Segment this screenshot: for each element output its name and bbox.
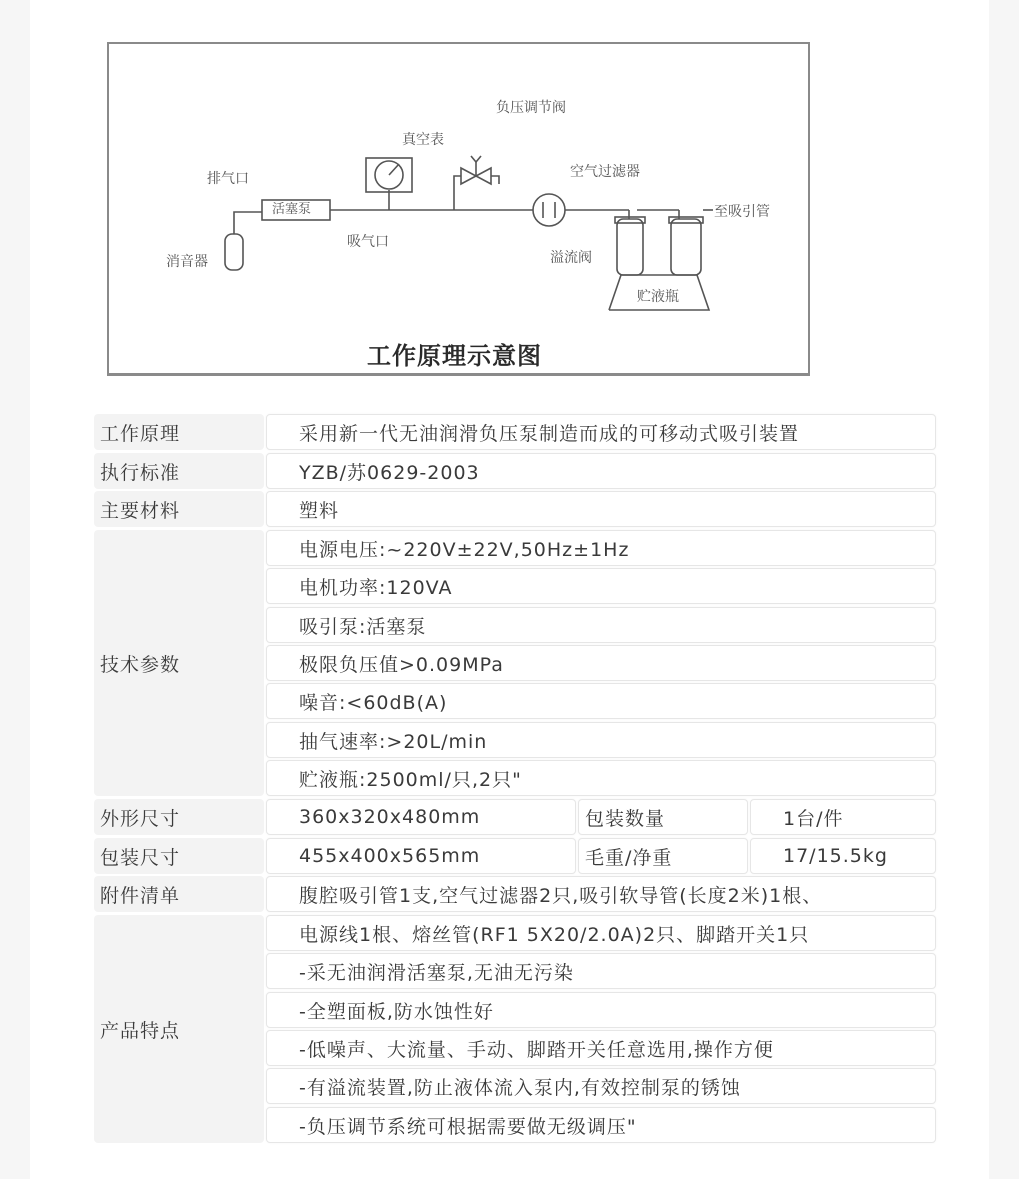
tech-row: 贮液瓶:2500ml/只,2只" [266,760,936,796]
tech-row: 极限负压值>0.09MPa [266,645,936,681]
feature-row: -有溢流装置,防止液体流入泵内,有效控制泵的锈蚀 [266,1068,936,1104]
label-exhaust: 排气口 [207,171,249,187]
muffler-pipe [234,212,262,234]
tech-row: 电源电压:~220V±22V,50Hz±1Hz [266,530,936,566]
valve-shape [461,168,476,184]
tech-row: 噪音:<60dB(A) [266,683,936,719]
feature-row: -负压调节系统可根据需要做无级调压" [266,1107,936,1143]
value-pack-qty: 1台/件 [750,799,936,835]
filter-shape [533,194,565,226]
label-tech-params: 技术参数 [94,530,264,796]
label-material: 主要材料 [94,491,264,527]
working-principle-diagram [107,42,810,376]
feature-row: -全塑面板,防水蚀性好 [266,992,936,1028]
value-standard: YZB/苏0629-2003 [266,453,936,489]
label-valve: 负压调节阀 [496,100,566,116]
label-filter: 空气过滤器 [570,164,640,180]
label-pump: 活塞泵 [272,202,312,217]
label-standard: 执行标准 [94,453,264,489]
diagram-caption: 工作原理示意图 [367,342,542,370]
label-accessories: 附件清单 [94,876,264,912]
value-material: 塑料 [266,491,936,527]
value-work-principle: 采用新一代无油润滑负压泵制造而成的可移动式吸引装置 [266,414,936,450]
label-overflow: 溢流阀 [550,250,592,266]
label-size: 外形尺寸 [94,799,264,835]
label-features: 产品特点 [94,915,264,1143]
value-accessories: 腹腔吸引管1支,空气过滤器2只,吸引软导管(长度2米)1根、 [266,876,936,912]
tech-row: 电机功率:120VA [266,568,936,604]
label-muffler: 消音器 [166,254,208,270]
bottle-1 [617,219,643,275]
label-inlet: 吸气口 [347,234,389,250]
label-pack-qty: 包装数量 [578,799,748,835]
left-margin [0,0,30,1179]
feature-row: -低噪声、大流量、手动、脚踏开关任意选用,操作方便 [266,1030,936,1066]
tech-row: 抽气速率:>20L/min [266,722,936,758]
value-size: 360x320x480mm [266,799,576,835]
value-pack-size: 455x400x565mm [266,838,576,874]
right-margin [989,0,1019,1179]
diagram-drawing [109,44,809,374]
muffler-shape [225,234,243,270]
feature-row: -采无油润滑活塞泵,无油无污染 [266,953,936,989]
label-bottle: 贮液瓶 [637,289,679,305]
bottle-2 [671,219,701,275]
label-to-tube: 至吸引管 [714,204,770,220]
tech-row: 吸引泵:活塞泵 [266,607,936,643]
label-gauge: 真空表 [402,132,444,148]
label-pack-size: 包装尺寸 [94,838,264,874]
value-weight: 17/15.5kg [750,838,936,874]
feature-row: 电源线1根、熔丝管(RF1 5X20/2.0A)2只、脚踏开关1只 [266,915,936,951]
label-work-principle: 工作原理 [94,414,264,450]
label-weight: 毛重/净重 [578,838,748,874]
